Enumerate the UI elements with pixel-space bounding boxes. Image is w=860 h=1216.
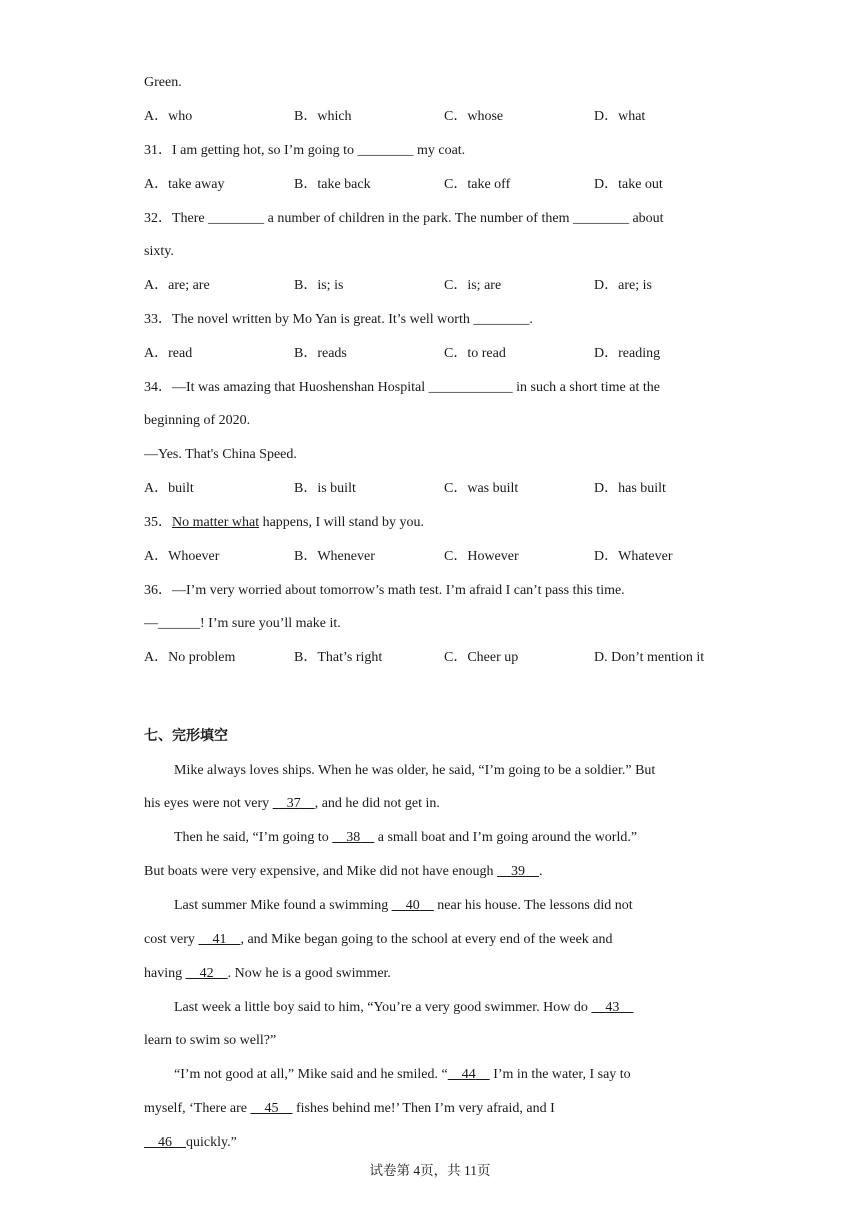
q35-underlined-phrase: No matter what	[172, 515, 260, 530]
cloze-text: I’m in the water, I say to	[489, 1067, 631, 1082]
cloze-text: .	[539, 864, 543, 879]
cloze-text: his eyes were not very	[144, 796, 273, 811]
q36-option-b: B．That’s right	[294, 650, 383, 665]
page-footer: 试卷第 4页，共 11页	[369, 1163, 491, 1178]
q30-option-d: D．what	[594, 109, 646, 124]
cloze-text: Last week a little boy said to him, “You’re a very good swimmer. How do	[174, 1000, 592, 1015]
q33-option-d: D．reading	[594, 346, 661, 361]
blank-46	[144, 1135, 186, 1150]
cloze-text: “I’m not good at all,” Mike said and he smiled. “	[174, 1067, 448, 1082]
q36-stem-line1: 36．—I’m very worried about tomorrow’s math test. I’m afraid I can’t pass this time.	[144, 583, 625, 598]
q30-option-a: A．who	[144, 109, 193, 124]
blank-number: 44	[461, 1067, 476, 1082]
q36-option-a: A．No problem	[144, 650, 236, 665]
cloze-text: Then he said, “I’m going to	[174, 830, 333, 845]
q33-stem: 33．The novel written by Mo Yan is great. It’s well worth ________.	[144, 312, 533, 327]
blank-number: 38	[346, 830, 361, 845]
cloze-text: fishes behind me!’ Then I’m very afraid, and I	[292, 1101, 555, 1116]
q35-stem	[144, 514, 424, 532]
q35-option-c: C．However	[444, 549, 519, 564]
q35-option-a: A．Whoever	[144, 549, 220, 564]
cloze-text: quickly.”	[186, 1135, 237, 1150]
cloze-text: a small boat and I’m going around the world.”	[374, 830, 638, 845]
q32-stem-line1: 32．There ________ a number of children in the park. The number of them ________ about	[144, 211, 664, 226]
q30-options	[144, 108, 744, 126]
q31-option-d: D．take out	[594, 177, 663, 192]
cloze-p3-line3	[144, 965, 391, 983]
q34-options	[144, 480, 744, 498]
q31-option-b: B．take back	[294, 177, 371, 192]
q33-option-b: B．reads	[294, 346, 347, 361]
cloze-p4-line2: learn to swim so well?”	[144, 1033, 277, 1048]
cloze-text: , and Mike began going to the school at every end of the week and	[240, 932, 613, 947]
q31-option-c: C．take off	[444, 177, 511, 192]
cloze-text: Last summer Mike found a swimming	[174, 898, 392, 913]
blank-number: 41	[212, 932, 227, 947]
blank-39	[497, 864, 539, 879]
q36-option-c: C．Cheer up	[444, 650, 519, 665]
section-heading-cloze: 七、完形填空	[144, 728, 228, 744]
blank-45	[251, 1101, 293, 1116]
q33-options	[144, 345, 744, 363]
blank-number: 42	[199, 966, 214, 981]
cloze-text: myself, ‘There are	[144, 1101, 251, 1116]
blank-number: 46	[158, 1135, 172, 1150]
q36-stem-line2: —______! I’m sure you’ll make it.	[144, 616, 341, 631]
blank-43	[591, 1000, 633, 1015]
q31-options	[144, 176, 744, 194]
blank-number: 40	[405, 898, 420, 913]
q34-stem-line2: beginning of 2020.	[144, 413, 251, 428]
q34-option-d: D．has built	[594, 481, 666, 496]
cloze-p5-line3	[144, 1134, 237, 1152]
cloze-text: . Now he is a good swimmer.	[227, 966, 391, 981]
cloze-text: , and he did not get in.	[314, 796, 440, 811]
q33-option-a: A．read	[144, 346, 193, 361]
q34-option-b: B．is built	[294, 481, 356, 496]
blank-number: 43	[605, 1000, 620, 1015]
q34-stem-line3: —Yes. That's China Speed.	[144, 447, 297, 462]
cloze-text: near his house. The lessons did not	[433, 898, 633, 913]
cloze-p5-line1	[174, 1066, 631, 1084]
q30-option-b: B．which	[294, 109, 352, 124]
blank-number: 37	[286, 796, 301, 811]
cloze-p2-line1	[174, 829, 637, 847]
cloze-p4-line1	[174, 999, 633, 1017]
q35-stem-rest: happens, I will stand by you.	[259, 515, 424, 530]
cloze-p1-line2	[144, 795, 440, 813]
q32-option-d: D．are; is	[594, 278, 652, 293]
q32-stem-line2: sixty.	[144, 244, 174, 259]
cloze-p2-line2	[144, 863, 543, 881]
blank-number: 39	[511, 864, 526, 879]
cloze-p3-line2	[144, 931, 613, 949]
q34-option-a: A．built	[144, 481, 194, 496]
q32-option-b: B．is; is	[294, 278, 344, 293]
cloze-text: But boats were very expensive, and Mike did not have enough	[144, 864, 498, 879]
cloze-text: having	[144, 966, 186, 981]
cloze-p5-line2	[144, 1100, 555, 1118]
q31-option-a: A．take away	[144, 177, 225, 192]
blank-41	[198, 932, 240, 947]
blank-44	[448, 1067, 490, 1082]
blank-number: 45	[264, 1101, 279, 1116]
cloze-text: cost very	[144, 932, 199, 947]
q30-text-tail: Green.	[144, 75, 182, 90]
q34-option-c: C．was built	[444, 481, 519, 496]
blank-42	[186, 966, 228, 981]
blank-38	[332, 830, 374, 845]
q34-stem-line1: 34．—It was amazing that Huoshenshan Hospital ____________ in such a short time at the	[144, 380, 660, 395]
q35-number: 35．	[144, 515, 172, 530]
q36-option-d: D. Don’t mention it	[594, 650, 705, 665]
q32-option-a: A．are; are	[144, 278, 210, 293]
q32-option-c: C．is; are	[444, 278, 502, 293]
q32-options	[144, 277, 744, 295]
blank-37	[273, 796, 315, 811]
q35-options	[144, 548, 744, 566]
cloze-p1-line1: Mike always loves ships. When he was older, he said, “I’m going to be a soldier.” But	[174, 763, 656, 778]
q31-stem: 31．I am getting hot, so I’m going to ________ my coat.	[144, 143, 466, 158]
q35-option-b: B．Whenever	[294, 549, 375, 564]
q30-option-c: C．whose	[444, 109, 504, 124]
q33-option-c: C．to read	[444, 346, 506, 361]
q36-options	[144, 649, 744, 667]
q35-option-d: D．Whatever	[594, 549, 673, 564]
blank-40	[392, 898, 434, 913]
cloze-p3-line1	[174, 897, 633, 915]
